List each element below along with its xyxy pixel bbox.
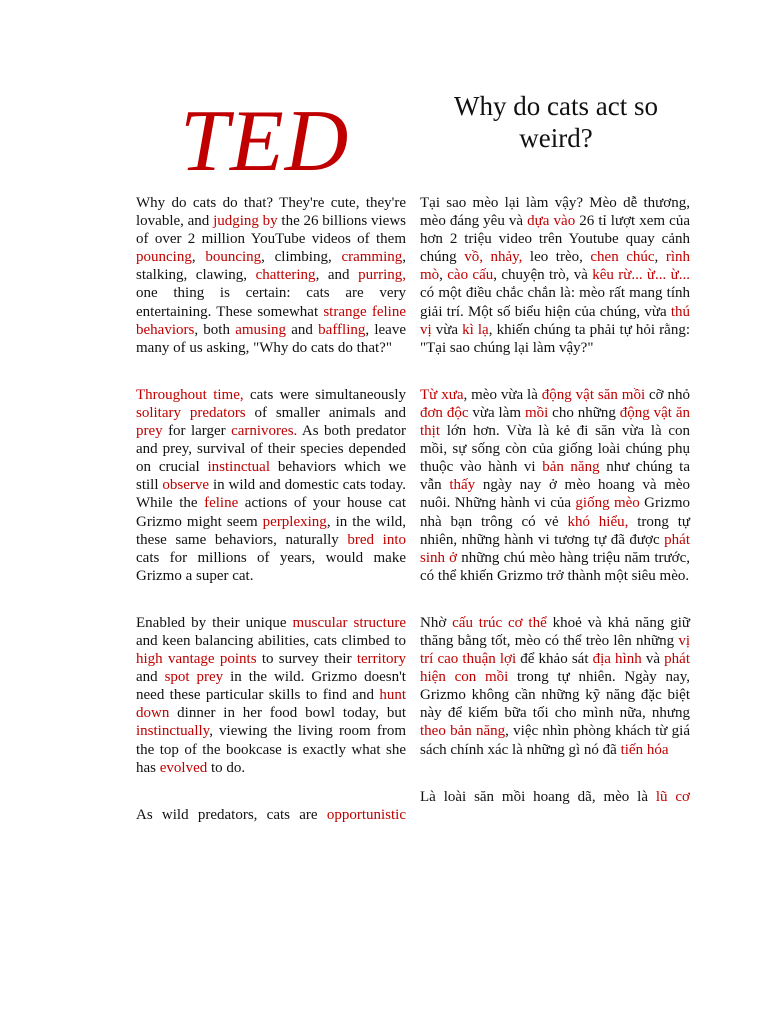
text-run: and	[136, 669, 165, 686]
text-run: the 26 billions views of over 2 million YouTube videos of them	[136, 213, 407, 248]
english-paragraph-1	[136, 194, 406, 357]
english-paragraph-4	[136, 806, 406, 824]
highlighted-term: purring,	[358, 267, 406, 284]
text-run: khoẻ và khả năng giữ thăng bằng tốt, mèo có thể trèo lên những	[420, 614, 690, 649]
text-run: of smaller animals and	[245, 404, 406, 421]
text-run: to survey their	[256, 651, 357, 668]
text-run: trong tự nhiên, những hành vi tương tự đã được	[420, 513, 691, 548]
text-run: cats for millions of years, would make Grizmo a super cat.	[136, 549, 406, 584]
text-run: , both	[194, 321, 236, 338]
text-run: one thing is certain: cats are very entertaining. These somewhat	[136, 285, 406, 320]
highlighted-term: khó hiểu,	[567, 513, 629, 530]
highlighted-term: phát sinh ở	[420, 531, 690, 566]
highlighted-term: pouncing	[136, 249, 192, 266]
text-run: Grizmo nhà bạn trông có vẻ	[420, 495, 690, 530]
text-run: As both predator and prey, survival of their species depended on crucial	[136, 423, 406, 476]
highlighted-term: vị trí cao thuận lợi	[420, 632, 690, 668]
highlighted-term: perplexing	[262, 513, 327, 530]
text-run: để khảo sát	[516, 651, 593, 668]
highlighted-term: phát hiện con mồi	[420, 651, 690, 686]
text-run: leo trèo,	[522, 249, 591, 266]
text-run: to do.	[207, 759, 246, 776]
text-run: , leave many of us asking, "Why do cats do that?"	[136, 321, 406, 356]
highlighted-term: Throughout time,	[136, 386, 244, 403]
text-run: ,	[439, 267, 448, 284]
highlighted-term: territory	[356, 651, 406, 668]
text-run: dinner in her food bowl today, but	[169, 705, 406, 722]
text-run: , and	[315, 267, 359, 284]
highlighted-term: opportunistic	[326, 806, 406, 823]
highlighted-term: strange feline behaviors	[136, 303, 406, 338]
highlighted-term: bred into	[347, 531, 406, 548]
text-run: vừa	[431, 321, 463, 338]
vietnamese-column	[420, 194, 690, 806]
text-run: Enabled by their unique	[136, 614, 293, 631]
highlighted-term: solitary predators	[136, 404, 246, 421]
highlighted-term: giống mèo	[575, 495, 640, 512]
highlighted-term: mồi	[524, 404, 549, 421]
text-run: , viewing the living room from the top of the bookcase is exactly what she has	[136, 723, 406, 776]
highlighted-term: feline	[204, 495, 239, 512]
vietnamese-paragraph-2	[420, 386, 690, 585]
text-run: , mèo vừa là	[463, 386, 542, 403]
english-paragraph-3	[136, 614, 406, 777]
text-run: có một điều chắc chắn là: mèo rất mang tính giải trí. Một số biểu hiện của chúng, vừa	[420, 285, 690, 320]
english-paragraph-2	[136, 386, 406, 585]
text-run: Là loài săn mồi hoang dã, mèo là	[420, 788, 656, 805]
highlighted-term: bouncing	[205, 249, 262, 266]
text-run: for larger	[162, 423, 232, 440]
text-run: ,	[654, 249, 666, 266]
text-run: ,	[191, 249, 206, 266]
text-run: in the wild. Grizmo doesn't need these particular skills to find and	[136, 669, 406, 704]
text-run: và	[641, 651, 665, 668]
highlighted-term: dựa vào	[527, 213, 576, 230]
page-title: Why do cats act so weird?	[454, 91, 658, 153]
highlighted-term: động vật ăn thịt	[420, 404, 691, 440]
highlighted-term: prey	[136, 423, 163, 440]
text-run: , stalking, clawing,	[136, 249, 407, 284]
vietnamese-paragraph-1	[420, 194, 690, 357]
text-run: in wild and domestic cats today. While the	[136, 477, 406, 512]
highlighted-term: instinctually	[136, 723, 210, 740]
vietnamese-paragraph-3	[420, 614, 690, 759]
text-run: Why do cats do that? They're cute, they're lovable, and	[136, 195, 406, 230]
text-run: Tại sao mèo lại làm vậy? Mèo dễ thương, mèo đáng yêu và	[420, 195, 690, 230]
text-run: actions of your house cat Grizmo might seem	[136, 495, 406, 530]
highlighted-term: carnivores.	[231, 423, 298, 440]
highlighted-term: amusing	[235, 321, 287, 338]
highlighted-term: thú vị	[420, 303, 690, 338]
vietnamese-paragraph-4	[420, 788, 690, 806]
highlighted-term: vồ, nhảy,	[464, 249, 523, 266]
text-run: and	[286, 321, 319, 338]
highlighted-term: spot prey	[164, 669, 224, 686]
highlighted-term: rình mò	[420, 249, 690, 284]
highlighted-term: kêu rừ... ừ... ừ...	[592, 267, 691, 284]
text-run: As wild predators, cats are	[136, 806, 327, 823]
text-run: , in the wild, these same behaviors, naturally	[136, 513, 406, 548]
text-run: lớn hơn. Vừa là kẻ đi săn vừa là con mồi, sự sống còn của giống loài chúng phụ thuộc vào hành vi	[420, 423, 690, 476]
highlighted-term: cấu trúc cơ thể	[452, 614, 547, 631]
highlighted-term: lũ cơ	[655, 788, 690, 805]
highlighted-term: tiến hóa	[620, 741, 669, 758]
highlighted-term: baffling	[318, 321, 366, 338]
english-column	[136, 194, 406, 824]
highlighted-term: chattering	[255, 267, 316, 284]
highlighted-term: đơn độc	[420, 404, 469, 421]
highlighted-term: cramming	[341, 249, 403, 266]
highlighted-term: hunt down	[136, 687, 406, 722]
highlighted-term: thấy	[449, 477, 476, 494]
highlighted-term: muscular structure	[292, 614, 406, 631]
text-run: , khiến chúng ta phải tự hỏi rằng: "Tại sao chúng lại làm vậy?"	[420, 321, 691, 356]
text-run: như chúng ta vẫn	[420, 459, 690, 494]
text-run: 26 tỉ lượt xem của hơn 2 triệu video trên Youtube quay cảnh chúng	[420, 213, 690, 266]
text-run: Nhờ	[420, 614, 453, 631]
highlighted-term: kì lạ	[462, 321, 489, 338]
text-run: behaviors which we still	[136, 459, 406, 494]
highlighted-term: instinctual	[207, 459, 270, 476]
highlighted-term: chen chúc	[590, 249, 655, 266]
highlighted-term: judging by	[213, 213, 278, 230]
text-run: ngày nay ở mèo hoang và mèo nuôi. Những hành vi của	[420, 477, 690, 512]
highlighted-term: observe	[162, 477, 210, 494]
text-run: , chuyện trò, và	[493, 267, 593, 284]
highlighted-term: cào cấu	[447, 267, 494, 284]
highlighted-term: bản năng	[542, 459, 600, 476]
highlighted-term: động vật săn mồi	[541, 386, 646, 403]
text-run: cho những	[548, 404, 620, 421]
text-run: , việc nhìn phòng khách từ giá sách chính xác là những gì nó đã	[420, 723, 691, 758]
highlighted-term: high vantage points	[136, 651, 257, 668]
highlighted-term: evolved	[159, 759, 208, 776]
text-run: vừa làm	[468, 404, 525, 421]
text-run: cats were simultaneously	[243, 386, 406, 403]
highlighted-term: Từ xưa	[420, 386, 464, 403]
ted-logo: TED	[180, 93, 350, 190]
text-run: cỡ nhỏ	[645, 386, 690, 403]
text-run: and keen balancing abilities, cats climbed to	[136, 632, 406, 649]
text-run: , climbing,	[261, 249, 342, 266]
text-run: những chú mèo hàng triệu năm trước, có thể khiến Grizmo trở thành một siêu mèo.	[420, 549, 691, 584]
text-run: trong tự nhiên. Ngày nay, Grizmo không cần những kỹ năng đặc biệt này để kiếm bữa tối cho mình nữa, nhưng	[420, 669, 690, 722]
highlighted-term: theo bản năng	[420, 723, 506, 740]
highlighted-term: địa hình	[592, 651, 642, 668]
